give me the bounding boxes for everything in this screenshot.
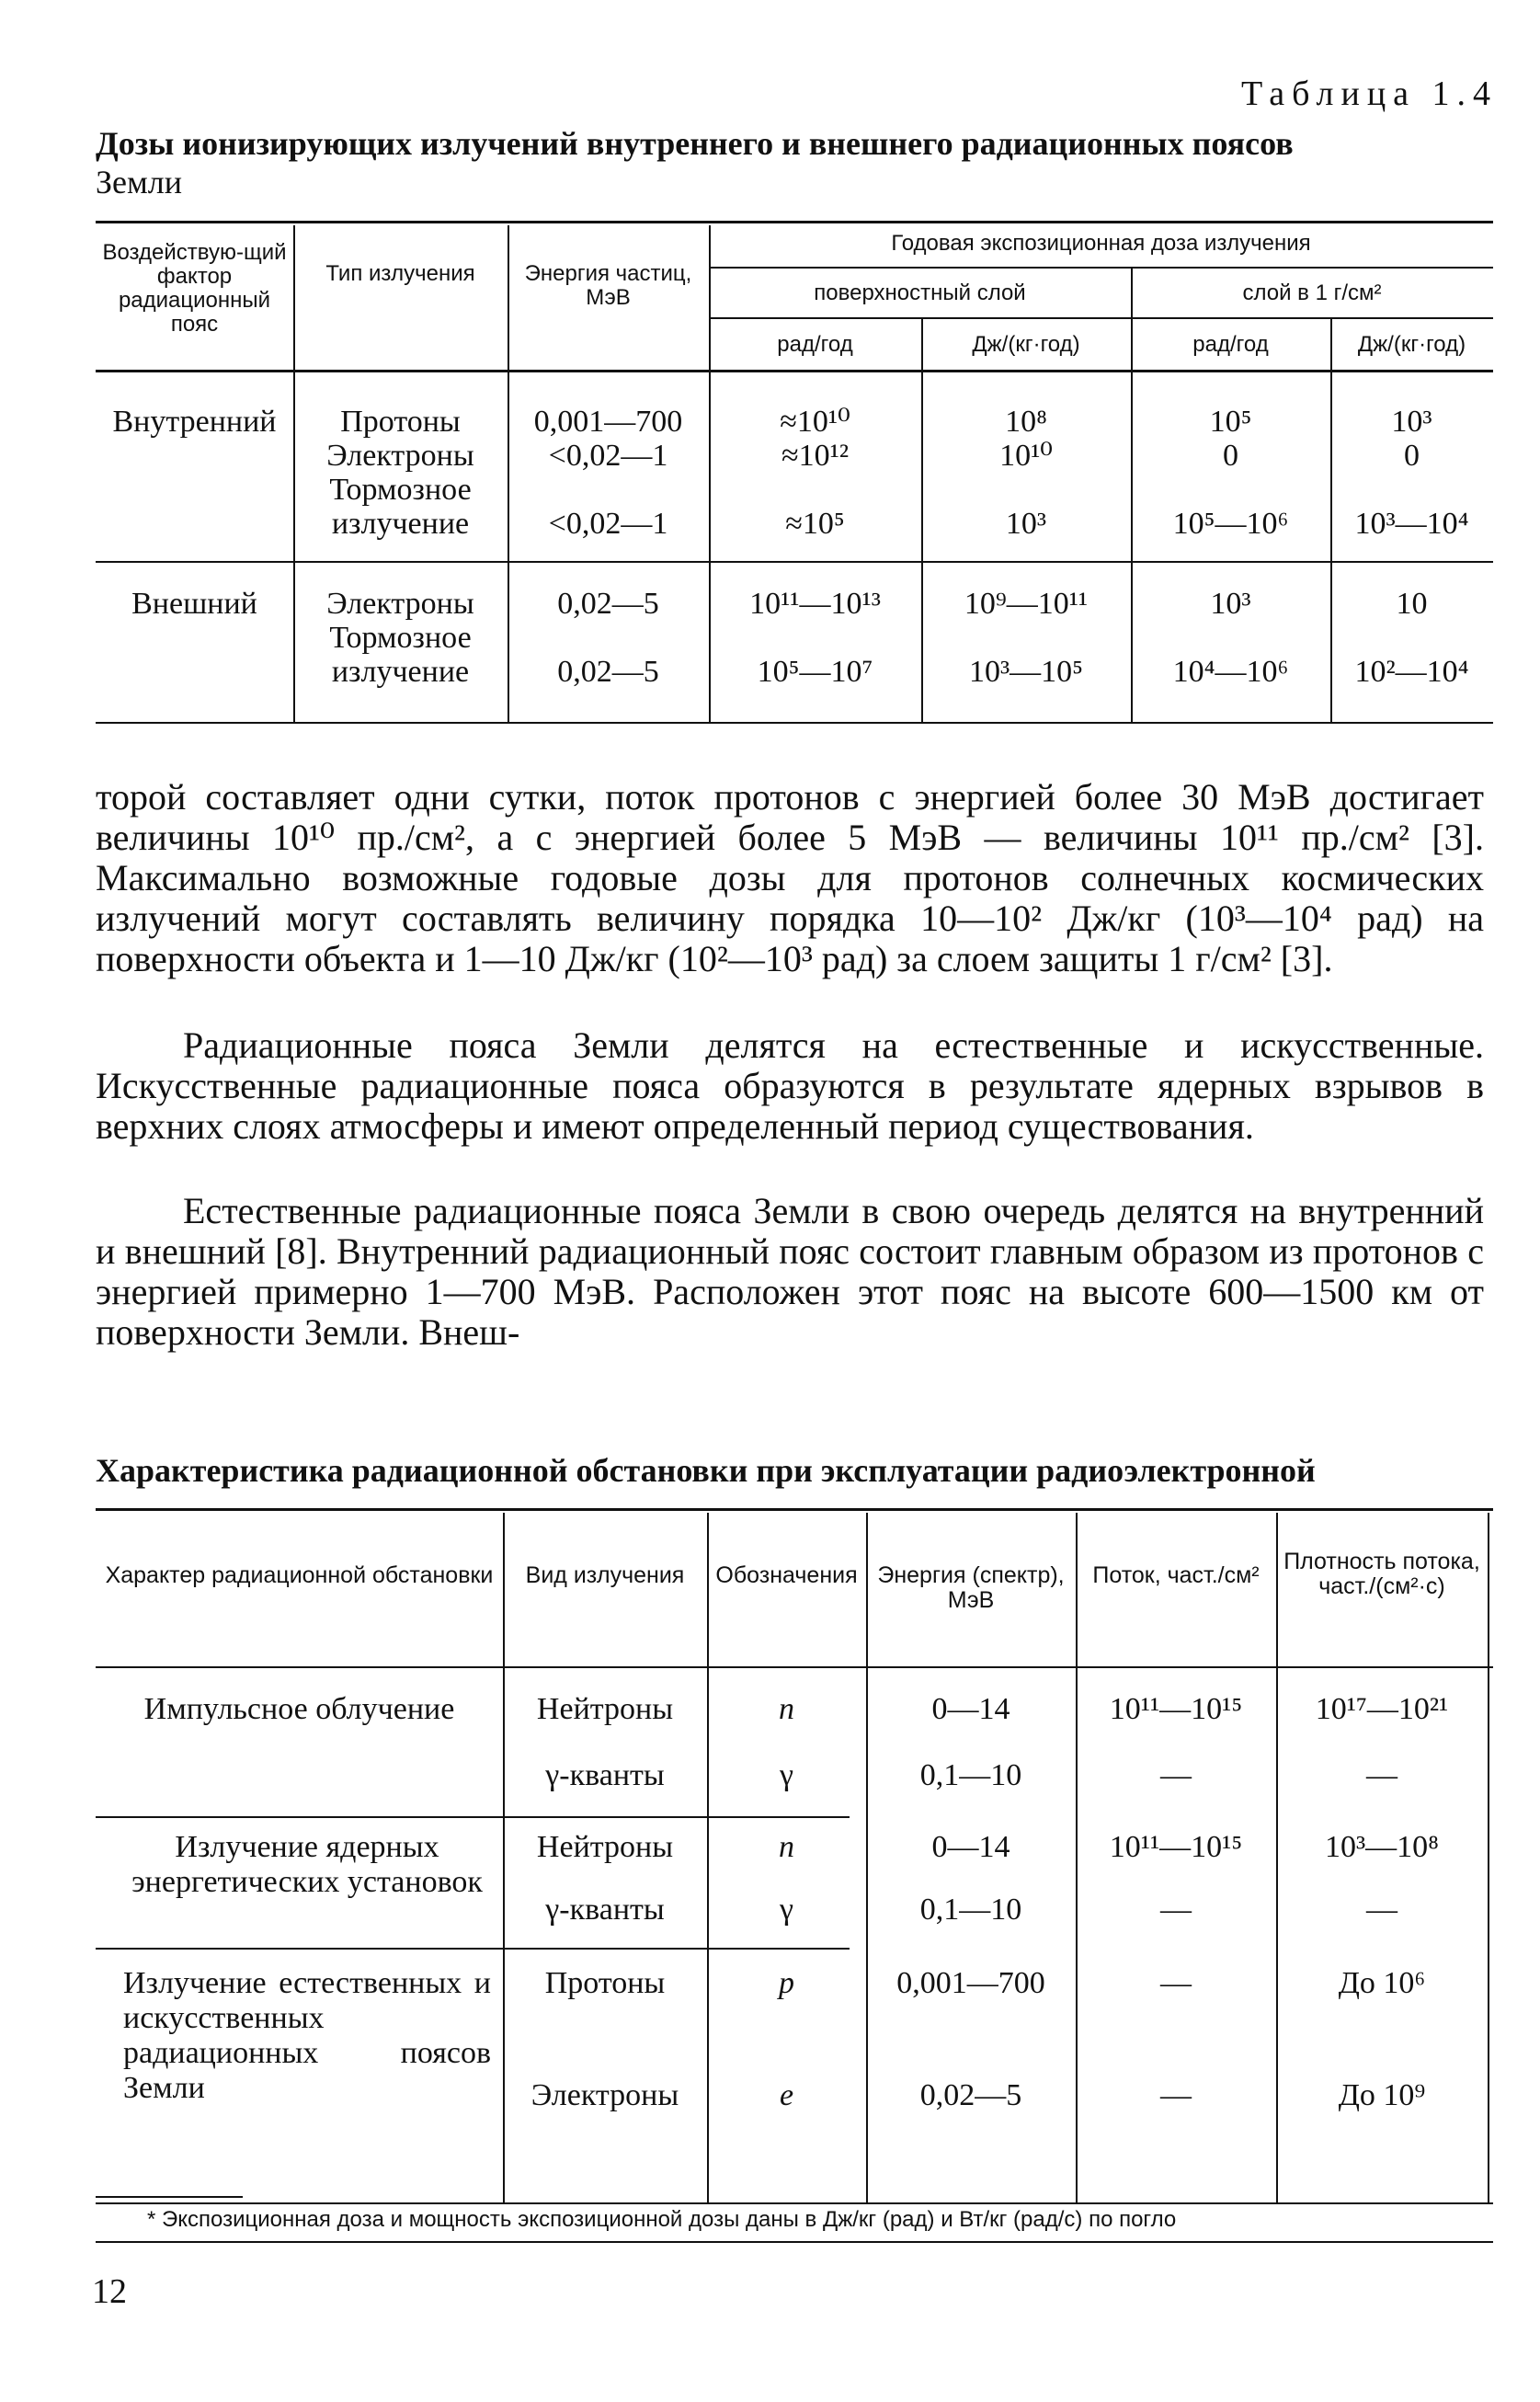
t2-row2-symbol: γ (779, 1758, 794, 1792)
t2-row4-symbol: γ (779, 1893, 794, 1927)
header-rad-year-2: рад/год (1192, 332, 1269, 357)
t2-row5-character: Излучение естественных и искусственных радиационных поясов Земли (123, 1966, 491, 2105)
t2-row6-flux: — (1160, 2078, 1192, 2112)
t2-row1-character: Импульсное облучение (143, 1692, 455, 1726)
t2-row3-flux: 10¹¹—10¹⁵ (1109, 1830, 1243, 1864)
row-outer-energies: 0,02—5 0,02—5 (557, 587, 659, 689)
footnote-bottom-rule (96, 2241, 1493, 2243)
t2-header-density: Плотность потока, част./(см²·с) (1283, 1549, 1480, 1599)
row-outer-name: Внешний (131, 587, 257, 621)
header-energy: Энергия частиц, МэВ (524, 261, 692, 310)
row-inner-layer-rad: 10⁵ 0 10⁵—10⁶ (1172, 405, 1289, 541)
t2-row1-density: 10¹⁷—10²¹ (1315, 1692, 1449, 1726)
header-type: Тип излучения (325, 261, 475, 286)
header-j-kg-year-2: Дж/(кг·год) (1357, 332, 1466, 357)
paragraph-1: торой составляет одни сутки, поток протонов с энергией более 30 МэВ достигает величины 10¹⁰ пр./см², а с энергией более 5 МэВ — величины 10¹¹ пр./см² [3]. Максимально возможные годовые дозы для протонов солнечных космических излучений могут составлять величину порядка 10—10² Дж/кг (10³—10⁴ рад) на поверхности объекта и 1—10 Дж/кг (10²—10³ рад) за слоем защиты 1 г/см² [3]. (96, 776, 1484, 979)
row-outer-surface-j: 10⁹—10¹¹ 10³—10⁵ (964, 587, 1089, 689)
footnote-rule (96, 2196, 243, 2198)
table2-title: Характеристика радиационной обстановки при эксплуатации радиоэлектронной (96, 1452, 1316, 1489)
page-number: 12 (92, 2272, 127, 2311)
t2-header-kind: Вид излучения (525, 1562, 685, 1588)
header-layer: слой в 1 г/см² (1242, 280, 1382, 305)
row-outer-surface-rad: 10¹¹—10¹³ 10⁵—10⁷ (749, 587, 881, 689)
row-outer-layer-j: 10 10²—10⁴ (1354, 587, 1469, 689)
t2-row5-density: До 10⁶ (1338, 1966, 1426, 2000)
t2-row6-kind: Электроны (530, 2078, 679, 2112)
t2-header-energy: Энергия (спектр), МэВ (877, 1562, 1065, 1613)
t2-row3-symbol: n (779, 1830, 794, 1864)
row-inner-surface-rad: ≈10¹⁰ ≈10¹² ≈10⁵ (780, 405, 850, 541)
table-title-light: Земли (96, 164, 183, 200)
row-inner-energies: 0,001—700 <0,02—1 <0,02—1 (533, 405, 683, 541)
t2-row5-flux: — (1160, 1966, 1192, 2000)
row-inner-name: Внутренний (112, 405, 277, 439)
table-label: Таблица 1.4 (1241, 74, 1499, 113)
row-inner-types: Протоны Электроны Тормозное излучение (326, 405, 474, 541)
paragraph-3: Естественные радиационные пояса Земли в свою очередь делятся на внутренний и внешний [8]. Внутренний радиационный пояс состоит главным образом из протонов с энергией примерно 1—700 МэВ. Расположен этот пояс на высоте 600—1500 км от поверхности Земли. Внеш- (96, 1190, 1484, 1353)
t2-header-flux: Поток, част./см² (1092, 1562, 1260, 1588)
row-outer-layer-rad: 10³ 10⁴—10⁶ (1172, 587, 1289, 689)
radiation-conditions-table (96, 1508, 1493, 2207)
paragraph-2: Радиационные пояса Земли делятся на естественные и искусственные. Искусственные радиационные пояса образуются в результате ядерных взрывов в верхних слоях атмосферы и имеют определенный период существования. (96, 1024, 1484, 1147)
t2-row1-energy: 0—14 (931, 1692, 1010, 1726)
t2-row3-character: Излучение ядерных энергетических установок (131, 1830, 483, 1899)
t2-row2-kind: γ-кванты (545, 1758, 665, 1792)
table-title (96, 124, 1383, 201)
t2-row3-kind: Нейтроны (536, 1830, 674, 1864)
header-factor: Воздействую-щий фактор радиационный пояс (102, 240, 287, 337)
t2-row2-energy: 0,1—10 (919, 1758, 1022, 1792)
header-annual-dose: Годовая экспозиционная доза излучения (891, 231, 1311, 256)
t2-row1-flux: 10¹¹—10¹⁵ (1109, 1692, 1243, 1726)
t2-row2-flux: — (1160, 1758, 1192, 1792)
t2-row4-energy: 0,1—10 (919, 1893, 1022, 1927)
table-title-bold: Дозы ионизирующих излучений внутреннего и внешнего радиационных поясов (96, 125, 1294, 162)
footnote: * Экспозиционная доза и мощность экспозиционной дозы даны в Дж/кг (рад) и Вт/кг (рад/с) по погло (147, 2207, 1177, 2232)
t2-row5-energy: 0,001—700 (896, 1966, 1045, 2000)
row-outer-types: Электроны Тормозное излучение (326, 587, 474, 689)
t2-row1-kind: Нейтроны (536, 1692, 674, 1726)
t2-row4-density: — (1366, 1893, 1397, 1927)
t2-header-symbol: Обозначения (715, 1562, 858, 1588)
t2-header-character: Характер радиационной обстановки (105, 1562, 494, 1588)
t2-row3-density: 10³—10⁸ (1324, 1830, 1440, 1864)
header-surface: поверхностный слой (814, 280, 1026, 305)
t2-row5-kind: Протоны (544, 1966, 666, 2000)
t2-row4-kind: γ-кванты (545, 1893, 665, 1927)
t2-row6-density: До 10⁹ (1338, 2078, 1426, 2112)
row-inner-surface-j: 10⁸ 10¹⁰ 10³ (999, 405, 1053, 541)
t2-row2-density: — (1366, 1758, 1397, 1792)
t2-row5-symbol: p (779, 1966, 794, 2000)
header-rad-year: рад/год (777, 332, 853, 357)
t2-row1-symbol: n (779, 1692, 794, 1726)
row-inner-layer-j: 10³ 0 10³—10⁴ (1354, 405, 1469, 541)
header-j-kg-year: Дж/(кг·год) (972, 332, 1080, 357)
t2-row3-energy: 0—14 (931, 1830, 1010, 1864)
t2-row6-energy: 0,02—5 (919, 2078, 1022, 2112)
t2-row4-flux: — (1160, 1893, 1192, 1927)
t2-row6-symbol: e (779, 2078, 794, 2112)
dose-table (96, 221, 1493, 722)
